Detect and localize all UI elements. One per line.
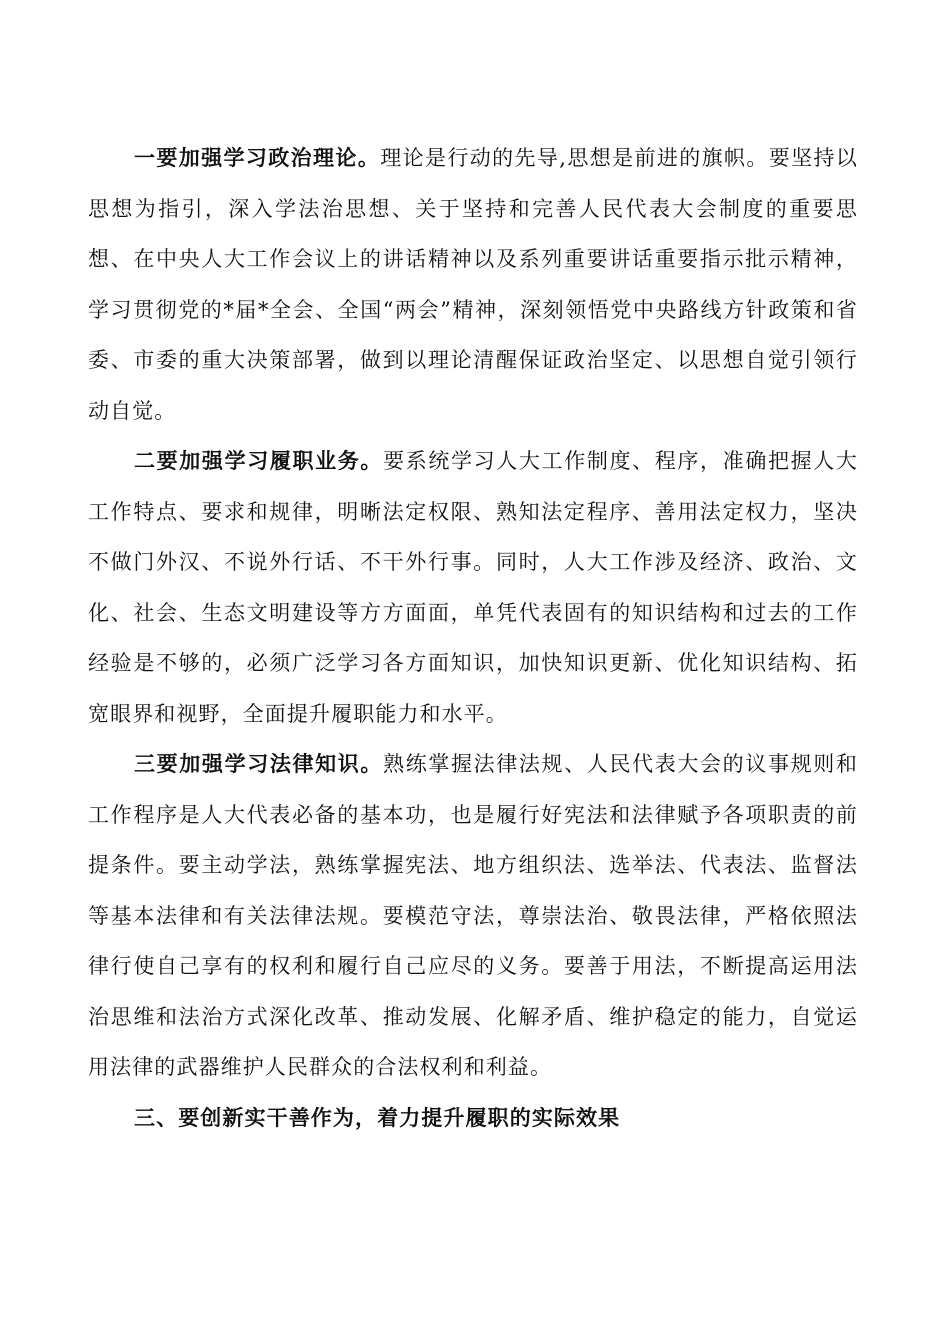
paragraph-political-theory (88, 133, 858, 436)
paragraph-text: 要系统学习人大工作制度、程序，准确把握人大工作特点、要求和规律，明晰法定权限、熟知法定程序、善用法定权力，坚决不做门外汉、不说外行话、不干外行事。同时，人大工作涉及经济、政治、文化、社会、生态文明建设等方方面面，单凭代表固有的知识结构和过去的工作经验是不够的，必须广泛学习各方面知识，加快知识更新、优化知识结构、拓宽眼界和视野，全面提升履职能力和水平。 (88, 449, 858, 726)
paragraph-text: 熟练掌握法律法规、人民代表大会的议事规则和工作程序是人大代表必备的基本功，也是履行好宪法和法律赋予各项职责的前提条件。要主动学法，熟练掌握宪法、地方组织法、选举法、代表法、监督法等基本法律和有关法律法规。要模范守法，尊崇法治、敬畏法律，严格依照法律行使自己享有的权利和履行自己应尽的义务。要善于用法，不断提高运用法治思维和法治方式深化改革、推动发展、化解矛盾、维护稳定的能力，自觉运用法律的武器维护人民群众的合法权利和利益。 (88, 752, 858, 1079)
document-body (88, 133, 858, 1143)
paragraph-duty-business (88, 436, 858, 739)
paragraph-lead: 三要加强学习法律知识。 (134, 751, 384, 776)
section-heading: 三、要创新实干善作为，着力提升履职的实际效果 (134, 1104, 621, 1130)
paragraph-lead: 二要加强学习履职业务。 (134, 448, 384, 473)
paragraph-lead: 一要加强学习政治理论。 (134, 145, 381, 170)
paragraph-text: 理论是行动的先导,思想是前进的旗帜。要坚持以思想为指引，深入学法治思想、关于坚持和完善人民代表大会制度的重要思想、在中央人大工作会议上的讲话精神以及系列重要讲话重要指示批示精神，学习贯彻党的*届*全会、全国“两会”精神，深刻领悟党中央路线方针政策和省委、市委的重大决策部署，做到以理论清醒保证政治坚定、以思想自觉引领行动自觉。 (88, 146, 858, 423)
paragraph-legal-knowledge (88, 739, 858, 1093)
